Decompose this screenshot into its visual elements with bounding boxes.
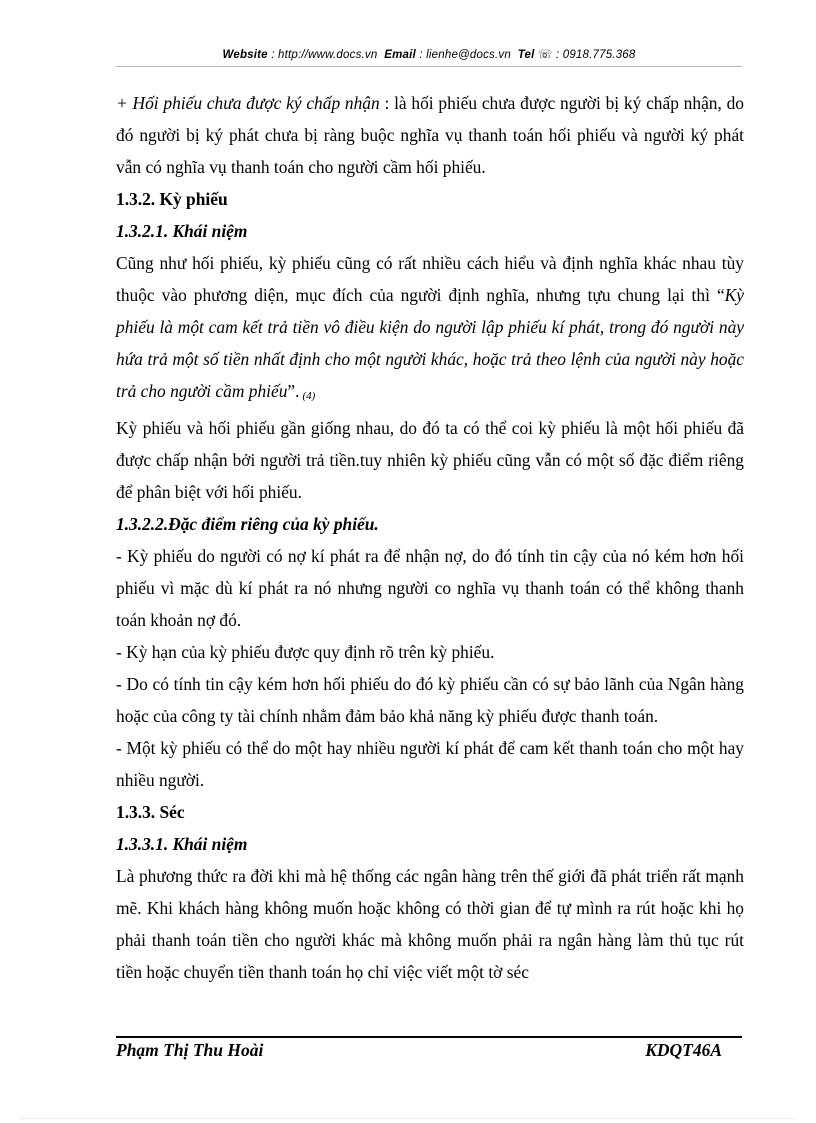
email-label: Email	[384, 49, 416, 61]
bullet-item: - Kỳ phiếu do người có nợ kí phát ra để nhận nợ, do đó tính tin cậy của nó kém hơn hối phiếu vì mặc dù kí phát ra nó nhưng người co nghĩa vụ thanh toán có thể không thanh toán khoản nợ đó.	[116, 546, 744, 630]
page-edge-dots	[20, 1118, 796, 1119]
phone-icon: ☏	[537, 49, 553, 61]
unaccepted-bill-term: + Hối phiếu chưa được ký chấp nhận	[116, 93, 380, 113]
reference-mark: (4)	[302, 390, 316, 402]
heading-1-3-2-2: 1.3.2.2.Đặc điểm riêng của kỳ phiếu.	[116, 514, 379, 534]
tel-label: Tel	[517, 49, 535, 61]
heading-1-3-3: 1.3.3. Séc	[116, 802, 185, 822]
email-value: : lienhe@docs.vn	[419, 49, 511, 61]
bullet-item: - Do có tính tin cậy kém hơn hối phiếu do đó kỳ phiếu cần có sự bảo lãnh của Ngân hàng hoặc của công ty tài chính nhằm đảm bảo khả năng kỳ phiếu được thanh toán.	[116, 674, 744, 726]
page-header	[116, 47, 742, 61]
bullet-item: - Một kỳ phiếu có thể do một hay nhiều người kí phát để cam kết thanh toán cho một hay nhiều người.	[116, 738, 744, 790]
page-footer	[116, 1040, 722, 1061]
heading-1-3-3-1: 1.3.3.1. Khái niệm	[116, 834, 248, 854]
definition-intro: Cũng như hối phiếu, kỳ phiếu cũng có rất nhiều cách hiểu và định nghĩa khác nhau tùy thuộc vào phương diện, mục đích của người định nghĩa, nhưng tựu chung lại thì “	[116, 253, 744, 305]
heading-1-3-2-1: 1.3.2.1. Khái niệm	[116, 221, 248, 241]
paragraph-comparison: Kỳ phiếu và hối phiếu gần giống nhau, do đó ta có thể coi kỳ phiếu là một hối phiếu đã được chấp nhận bởi người trả tiền.tuy nhiên kỳ phiếu cũng vẫn có một số đặc điểm riêng để phân biệt với hối phiếu.	[116, 418, 744, 502]
paragraph-unaccepted-bill	[116, 87, 744, 183]
heading-1-3-2: 1.3.2. Kỳ phiếu	[116, 189, 228, 209]
paragraph-promissory-definition	[116, 247, 744, 412]
definition-close: ”.	[287, 381, 300, 401]
bullet-item: - Kỳ hạn của kỳ phiếu được quy định rõ trên kỳ phiếu.	[116, 642, 495, 662]
footer-divider	[116, 1036, 742, 1038]
paragraph-cheque-definition: Là phương thức ra đời khi mà hệ thống các ngân hàng trên thế giới đã phát triển rất mạnh mẽ. Khi khách hàng không muốn hoặc không có thời gian để tự mình ra rút hoặc khi họ phải thanh toán tiền cho người khác mà không muốn phải ra ngân hàng làm thủ tục rút tiền hoặc chuyển tiền thanh toán họ chỉ việc viết một tờ séc	[116, 866, 744, 982]
tel-value: : 0918.775.368	[555, 49, 636, 61]
definition-quote: Kỳ phiếu là một cam kết trả tiền vô điều kiện do người lập phiếu kí phát, trong đó người này hứa trả một số tiền nhất định cho một người khác, hoặc trả theo lệnh của người này hoặc trả cho người cầm phiếu	[116, 285, 744, 401]
header-divider	[116, 66, 742, 67]
footer-author: Phạm Thị Thu Hoài	[116, 1040, 264, 1060]
website-value: : http://www.docs.vn	[271, 49, 378, 61]
document-body	[116, 87, 744, 988]
footer-class-code: KDQT46A	[645, 1040, 722, 1060]
unaccepted-bill-text: : là hối phiếu chưa được người bị ký chấp nhận, do đó người bị ký phát chưa bị ràng buộc nghĩa vụ thanh toán hối phiếu và người ký phát vẫn có nghĩa vụ thanh toán cho người cầm hối phiếu.	[116, 93, 744, 177]
website-label: Website	[222, 49, 268, 61]
